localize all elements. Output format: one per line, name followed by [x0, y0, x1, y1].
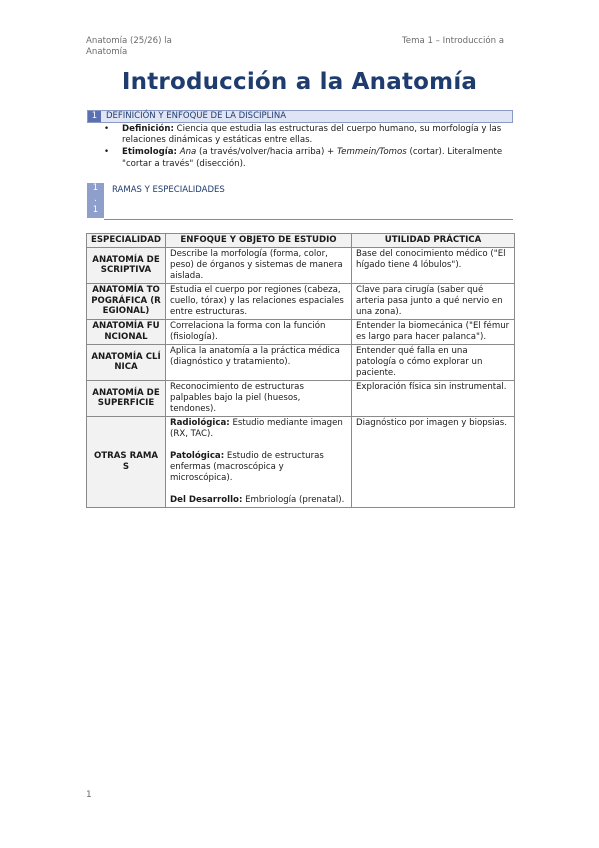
bullet-text: (cortar). Literalmente "cortar a través" (disección).	[122, 147, 503, 169]
table-row	[87, 319, 515, 344]
table-row	[87, 283, 515, 319]
row-focus: Estudia el cuerpo por regiones (cabeza, cuello, tórax) y las relaciones espaciales entre estructuras.	[166, 283, 352, 319]
other-branch-label: Del Desarrollo:	[170, 494, 243, 505]
other-branch-item	[170, 495, 347, 506]
table-header-row	[87, 234, 515, 248]
subsection-number-part: 1	[92, 183, 99, 193]
row-focus-other	[166, 416, 352, 507]
table-row	[87, 380, 515, 416]
column-header: UTILIDAD PRÁCTICA	[352, 234, 515, 248]
subsection-rule	[104, 219, 513, 220]
other-branch-text: Embriología (prenatal).	[245, 494, 345, 505]
subsection-number	[87, 183, 104, 218]
other-branch-text: Estudio mediante imagen (RX, TAC).	[170, 417, 343, 439]
page-title: Introducción a la Anatomía	[121, 69, 478, 95]
bullet-text: (a través/volver/hacia arriba) +	[199, 147, 335, 158]
subsection-label: RAMAS Y ESPECIALIDADES	[112, 185, 225, 195]
row-utility: Clave para cirugía (saber qué arteria pasa junto a qué nervio en una zona).	[352, 283, 515, 319]
bullet-label: Definición:	[122, 124, 174, 134]
row-specialty: ANATOMÍA DESCRIPTIVA	[87, 247, 166, 283]
row-focus: Aplica la anatomía a la práctica médica (diagnóstico y tratamiento).	[166, 344, 352, 380]
subsection-number-part: .	[94, 194, 97, 204]
row-specialty: OTRAS RAMAS	[87, 416, 166, 507]
table-row-other	[87, 416, 515, 507]
section-label: DEFINICIÓN Y ENFOQUE DE LA DISCIPLINA	[106, 111, 287, 121]
running-header-left: Anatomía (25/26) la Anatomía	[86, 36, 172, 57]
row-utility: Base del conocimiento médico ("El hígado tiene 4 lóbulos").	[352, 247, 515, 283]
bullet-dot-icon: •	[104, 124, 110, 134]
bullet-text: Ciencia que estudia las estructuras del cuerpo humano, su morfología y las relaciones dinámicas y estáticas entre ellas.	[122, 124, 502, 146]
other-branch-text: Estudio de estructuras enfermas (macroscópica y microscópica).	[170, 450, 324, 483]
other-branch-item	[170, 418, 347, 440]
row-specialty: ANATOMÍA TOPOGRÁFICA (REGIONAL)	[87, 283, 166, 319]
page-number: 1	[86, 790, 92, 800]
row-utility: Exploración física sin instrumental.	[352, 380, 515, 416]
row-utility: Entender qué falla en una patología o cómo explorar un paciente.	[352, 344, 515, 380]
column-header: ENFOQUE Y OBJETO DE ESTUDIO	[166, 234, 352, 248]
etymology-temmein: Temmein/Tomos	[336, 147, 407, 158]
row-focus: Describe la morfología (forma, color, peso) de órganos y sistemas de manera aislada.	[166, 247, 352, 283]
bullet-dot-icon: •	[104, 147, 110, 158]
table-row	[87, 247, 515, 283]
bullet-etymology	[104, 147, 514, 169]
section-number: 1	[88, 111, 101, 122]
bullet-definition	[104, 124, 514, 146]
running-header-right: Tema 1 – Introducción a	[402, 36, 505, 46]
column-header: ESPECIALIDAD	[87, 234, 166, 248]
row-focus: Reconocimiento de estructuras palpables bajo la piel (huesos, tendones).	[166, 380, 352, 416]
bullet-list	[104, 124, 514, 171]
other-branch-item	[170, 451, 347, 484]
etymology-ana: Ana	[179, 147, 197, 158]
subsection-number-part: 1	[92, 205, 99, 215]
section-heading	[87, 110, 513, 123]
row-utility: Entender la biomecánica ("El fémur es largo para hacer palanca").	[352, 319, 515, 344]
row-focus: Correlaciona la forma con la función (fisiología).	[166, 319, 352, 344]
other-branch-label: Patológica:	[170, 450, 225, 461]
row-specialty: ANATOMÍA DE SUPERFICIE	[87, 380, 166, 416]
row-specialty: ANATOMÍA CLÍNICA	[87, 344, 166, 380]
row-utility: Diagnóstico por imagen y biopsias.	[352, 416, 515, 507]
other-branch-label: Radiológica:	[170, 417, 230, 428]
subsection-heading	[87, 183, 513, 220]
bullet-label: Etimología:	[122, 147, 177, 158]
branches-table	[86, 233, 515, 508]
row-specialty: ANATOMÍA FUNCIONAL	[87, 319, 166, 344]
table-row	[87, 344, 515, 380]
